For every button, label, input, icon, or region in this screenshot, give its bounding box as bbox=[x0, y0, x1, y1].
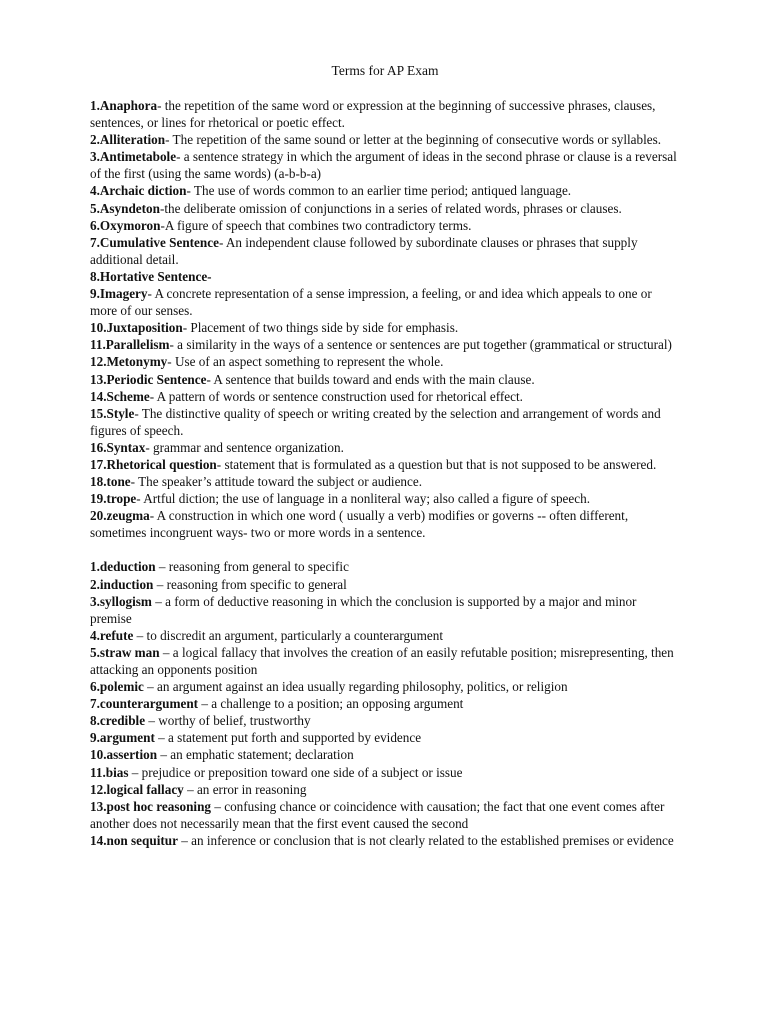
list-item bbox=[90, 388, 680, 405]
term-definition: - a sentence strategy in which the argument of ideas in the second phrase or clause is a reversal of the first (using the same words) (a-b-b-a) bbox=[90, 149, 677, 182]
list-item bbox=[90, 729, 680, 746]
term-definition: – an emphatic statement; declaration bbox=[157, 747, 354, 763]
list-item bbox=[90, 439, 680, 456]
term-definition: - Placement of two things side by side for emphasis. bbox=[182, 320, 459, 336]
term-definition: – reasoning from specific to general bbox=[153, 576, 347, 592]
term-definition: - The speaker’s attitude toward the subject or audience. bbox=[130, 474, 423, 490]
term-definition: -the deliberate omission of conjunctions in a series of related words, phrases or clauses. bbox=[159, 200, 622, 216]
term-definition: - A concrete representation of a sense impression, a feeling, or and idea which appeals to one or more of our senses. bbox=[90, 286, 652, 319]
term-definition: – to discredit an argument, particularly a counterargument bbox=[133, 627, 444, 643]
term-name: 1.Anaphora bbox=[90, 98, 158, 113]
term-name: 15.Style bbox=[90, 405, 135, 421]
argument-terms-list bbox=[90, 558, 680, 849]
list-item bbox=[90, 558, 680, 575]
term-definition: - statement that is formulated as a question but that is not supposed to be answered. bbox=[216, 456, 657, 472]
term-name: 20.zeugma bbox=[90, 508, 150, 524]
term-definition: - The repetition of the same sound or letter at the beginning of consecutive words or syllables. bbox=[165, 132, 662, 148]
term-definition: - An independent clause followed by subordinate clauses or phrases that supply additional detail. bbox=[90, 234, 638, 267]
term-definition: - The distinctive quality of speech or writing created by the selection and arrangement of words and figures of speech. bbox=[90, 405, 661, 438]
term-name: 17.Rhetorical question bbox=[90, 456, 217, 472]
document-page bbox=[90, 62, 680, 849]
term-name: 18.tone bbox=[90, 474, 131, 490]
term-definition: – an argument against an idea usually regarding philosophy, politics, or religion bbox=[143, 679, 568, 695]
page-title: Terms for AP Exam bbox=[331, 63, 439, 78]
term-definition: - Use of an aspect something to represent the whole. bbox=[167, 354, 444, 370]
term-name: 10.Juxtaposition bbox=[90, 320, 183, 336]
section-spacer bbox=[90, 541, 680, 558]
rhetorical-terms-list bbox=[90, 97, 680, 541]
list-item bbox=[90, 200, 680, 217]
term-name: 13.Periodic Sentence bbox=[90, 371, 207, 387]
term-definition: – reasoning from general to specific bbox=[155, 559, 349, 575]
list-item bbox=[90, 746, 680, 763]
list-item bbox=[90, 285, 680, 319]
term-name: 14.non sequitur bbox=[90, 832, 178, 848]
list-item bbox=[90, 695, 680, 712]
list-item bbox=[90, 644, 680, 678]
term-name: 19.trope bbox=[90, 491, 137, 507]
term-definition: – a statement put forth and supported by evidence bbox=[154, 730, 422, 746]
list-item bbox=[90, 131, 680, 148]
term-definition: - The use of words common to an earlier time period; antiqued language. bbox=[186, 183, 572, 199]
term-definition: - A pattern of words or sentence construction used for rhetorical effect. bbox=[149, 388, 523, 404]
term-definition: – a logical fallacy that involves the creation of an easily refutable position; misrepresenting, then attacking an opponents position bbox=[90, 644, 674, 677]
term-definition: – confusing chance or coincidence with causation; the fact that one event comes after another does not necessarily mean that the first event caused the second bbox=[90, 798, 665, 831]
list-item bbox=[90, 832, 680, 849]
list-item bbox=[90, 798, 680, 832]
list-item bbox=[90, 353, 680, 370]
list-item bbox=[90, 593, 680, 627]
list-item bbox=[90, 319, 680, 336]
term-name: 7.counterargument bbox=[90, 696, 199, 712]
list-item bbox=[90, 217, 680, 234]
term-name: 4.Archaic diction bbox=[90, 183, 187, 199]
list-item bbox=[90, 473, 680, 490]
list-item bbox=[90, 97, 680, 131]
term-name: 11.Parallelism bbox=[90, 337, 170, 353]
list-item bbox=[90, 764, 680, 781]
term-name: 9.Imagery bbox=[90, 286, 148, 302]
term-name: 3.syllogism bbox=[90, 593, 152, 609]
term-name: 5.straw man bbox=[90, 644, 160, 660]
term-name: 7.Cumulative Sentence bbox=[90, 234, 219, 250]
list-item bbox=[90, 336, 680, 353]
term-definition: – prejudice or preposition toward one side of a subject or issue bbox=[128, 764, 463, 780]
term-name: 2.Alliteration bbox=[90, 132, 166, 148]
term-name: 8.credible bbox=[90, 713, 146, 729]
term-name: 4.refute bbox=[90, 627, 134, 643]
term-name: 8.Hortative Sentence- bbox=[90, 268, 212, 284]
list-item bbox=[90, 576, 680, 593]
list-item bbox=[90, 490, 680, 507]
list-item bbox=[90, 234, 680, 268]
list-item bbox=[90, 148, 680, 182]
list-item bbox=[90, 182, 680, 199]
term-definition: - Artful diction; the use of language in a nonliteral way; also called a figure of speech. bbox=[136, 491, 590, 507]
list-item bbox=[90, 781, 680, 798]
term-definition: -A figure of speech that combines two contradictory terms. bbox=[160, 217, 472, 233]
list-item bbox=[90, 456, 680, 473]
term-definition: - A construction in which one word ( usually a verb) modifies or governs -- often different, sometimes incongruent ways- two or more words in a sentence. bbox=[90, 508, 629, 541]
list-item bbox=[90, 268, 680, 285]
term-definition: - A sentence that builds toward and ends with the main clause. bbox=[206, 371, 535, 387]
list-item bbox=[90, 678, 680, 695]
term-definition: – an error in reasoning bbox=[183, 781, 307, 797]
term-name: 9.argument bbox=[90, 730, 155, 746]
term-name: 12.Metonymy bbox=[90, 354, 168, 370]
term-name: 3.Antimetabole bbox=[90, 149, 177, 165]
term-definition: - the repetition of the same word or expression at the beginning of successive phrases, clauses, sentences, or lines for rhetorical or poetic effect. bbox=[90, 98, 656, 131]
term-name: 10.assertion bbox=[90, 747, 158, 763]
list-item bbox=[90, 507, 680, 541]
term-definition: - grammar and sentence organization. bbox=[145, 439, 344, 455]
list-item bbox=[90, 371, 680, 388]
term-name: 6.polemic bbox=[90, 679, 144, 695]
term-name: 14.Scheme bbox=[90, 388, 150, 404]
term-definition: - a similarity in the ways of a sentence or sentences are put together (grammatical or structural) bbox=[169, 337, 672, 353]
term-name: 2.induction bbox=[90, 576, 154, 592]
list-item bbox=[90, 627, 680, 644]
term-name: 5.Asyndeton bbox=[90, 200, 160, 216]
term-name: 6.Oxymoron bbox=[90, 217, 161, 233]
term-name: 11.bias bbox=[90, 764, 129, 780]
term-name: 16.Syntax bbox=[90, 439, 146, 455]
term-definition: – a form of deductive reasoning in which the conclusion is supported by a major and minor premise bbox=[90, 593, 637, 626]
term-name: 12.logical fallacy bbox=[90, 781, 184, 797]
term-definition: – an inference or conclusion that is not clearly related to the established premises or evidence bbox=[177, 832, 674, 848]
term-definition: – worthy of belief, trustworthy bbox=[145, 713, 311, 729]
list-item bbox=[90, 405, 680, 439]
list-item bbox=[90, 712, 680, 729]
term-name: 1.deduction bbox=[90, 559, 156, 575]
term-definition: – a challenge to a position; an opposing argument bbox=[198, 696, 464, 712]
term-name: 13.post hoc reasoning bbox=[90, 798, 212, 814]
